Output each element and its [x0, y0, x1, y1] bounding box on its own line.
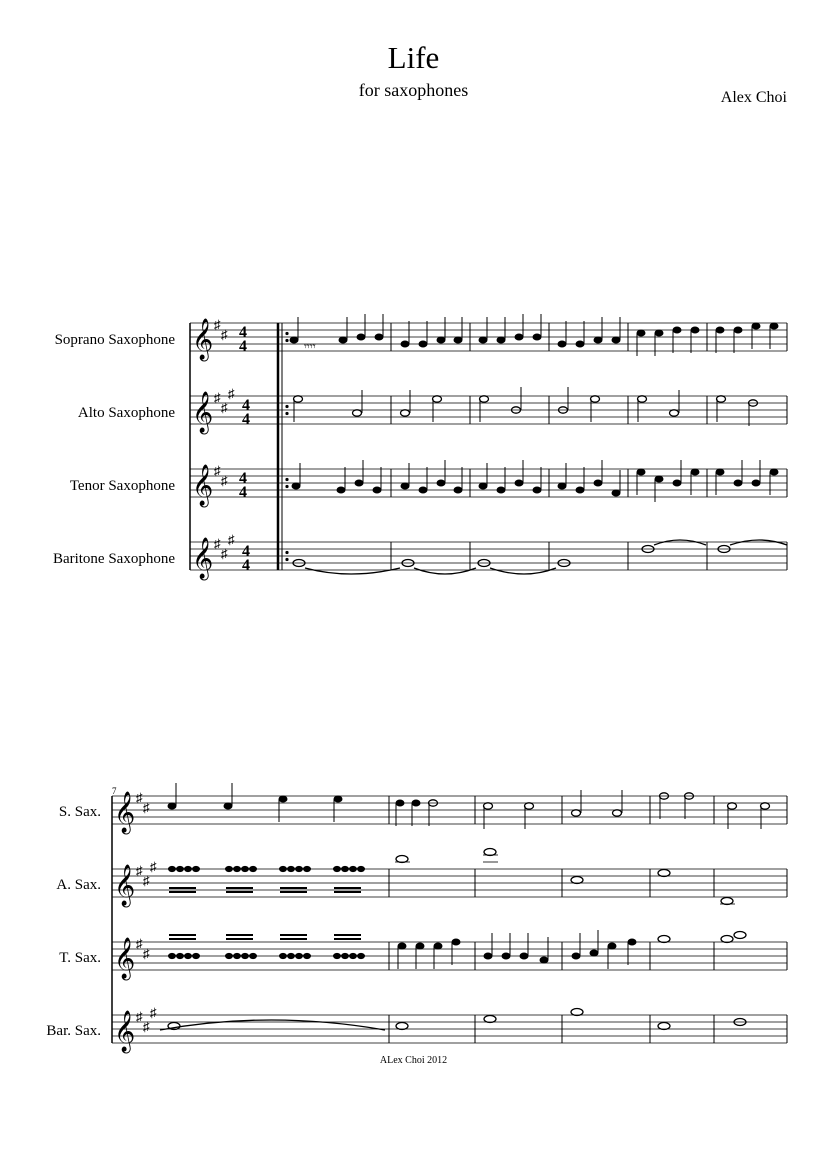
svg-text:𝄾𝄾𝄾𝄾: 𝄾𝄾𝄾𝄾 [304, 341, 316, 353]
svg-text:𝄞: 𝄞 [192, 319, 214, 359]
svg-text:4: 4 [242, 411, 250, 428]
svg-text:♯: ♯ [221, 546, 228, 561]
svg-text:♯: ♯ [136, 936, 143, 951]
svg-text:♯: ♯ [136, 1009, 143, 1024]
svg-text:♯: ♯ [221, 473, 228, 488]
staff-name: Alto Saxophone [77, 405, 175, 421]
svg-text:♯: ♯ [136, 790, 143, 805]
barlines [190, 323, 787, 570]
time-signature [239, 324, 250, 574]
svg-text:♯: ♯ [143, 946, 150, 961]
svg-text:♯: ♯ [136, 863, 143, 878]
alto-notes [294, 387, 758, 426]
soprano-notes [168, 783, 420, 826]
svg-text:𝄞: 𝄞 [114, 1011, 136, 1051]
svg-text:♯: ♯ [221, 400, 228, 415]
system-2 [46, 783, 787, 1053]
svg-text:4: 4 [239, 324, 247, 341]
baritone-notes [293, 540, 787, 574]
svg-text:4: 4 [242, 397, 250, 414]
staff-lines [190, 323, 787, 570]
svg-text:♯: ♯ [143, 1019, 150, 1034]
baritone-notes [160, 1009, 746, 1031]
svg-text:𝄞: 𝄞 [114, 938, 136, 978]
svg-text:♯: ♯ [214, 317, 221, 332]
svg-text:♯: ♯ [228, 386, 235, 401]
measure-number: 7 [112, 786, 117, 796]
svg-text:4: 4 [239, 470, 247, 487]
svg-text:♯: ♯ [143, 800, 150, 815]
staff-name: Tenor Saxophone [69, 478, 175, 494]
svg-text:♯: ♯ [214, 536, 221, 551]
svg-text:𝄞: 𝄞 [192, 392, 214, 432]
svg-text:𝄞: 𝄞 [114, 865, 136, 905]
svg-text:♯: ♯ [150, 859, 157, 874]
score-subtitle: for saxophones [358, 80, 469, 100]
svg-text:4: 4 [239, 338, 247, 355]
staff-lines [112, 796, 787, 1043]
svg-text:𝄞: 𝄞 [114, 792, 136, 832]
staff-name: Soprano Saxophone [54, 332, 175, 348]
staff-name: Baritone Saxophone [52, 551, 175, 567]
copyright-footer: ALex Choi 2012 [379, 1055, 448, 1066]
key-signature-sharps [214, 317, 235, 561]
system-1 [53, 314, 787, 580]
composer-name: Alex Choi [720, 89, 787, 106]
staff-name: A. Sax. [56, 877, 101, 893]
key-signature-sharps [136, 790, 157, 1034]
treble-clef-icon [114, 791, 135, 1053]
staff-name: Bar. Sax. [46, 1023, 101, 1039]
svg-text:♯: ♯ [214, 463, 221, 478]
repeat-dots [285, 332, 288, 561]
barlines [112, 796, 787, 1043]
tenor-notes [292, 460, 778, 502]
svg-text:♯: ♯ [143, 873, 150, 888]
treble-clef-icon [192, 318, 213, 580]
soprano-notes [290, 314, 778, 356]
svg-text:4: 4 [239, 484, 247, 501]
svg-text:4: 4 [242, 543, 250, 560]
svg-text:♯: ♯ [221, 327, 228, 342]
staff-name: S. Sax. [58, 804, 101, 820]
score-title: Life [387, 40, 440, 75]
svg-text:𝄞: 𝄞 [192, 538, 214, 578]
svg-text:♯: ♯ [214, 390, 221, 405]
svg-text:♯: ♯ [228, 532, 235, 547]
svg-text:𝄞: 𝄞 [192, 465, 214, 505]
staff-name: T. Sax. [59, 950, 101, 966]
svg-text:4: 4 [242, 557, 250, 574]
svg-text:♯: ♯ [150, 1005, 157, 1020]
